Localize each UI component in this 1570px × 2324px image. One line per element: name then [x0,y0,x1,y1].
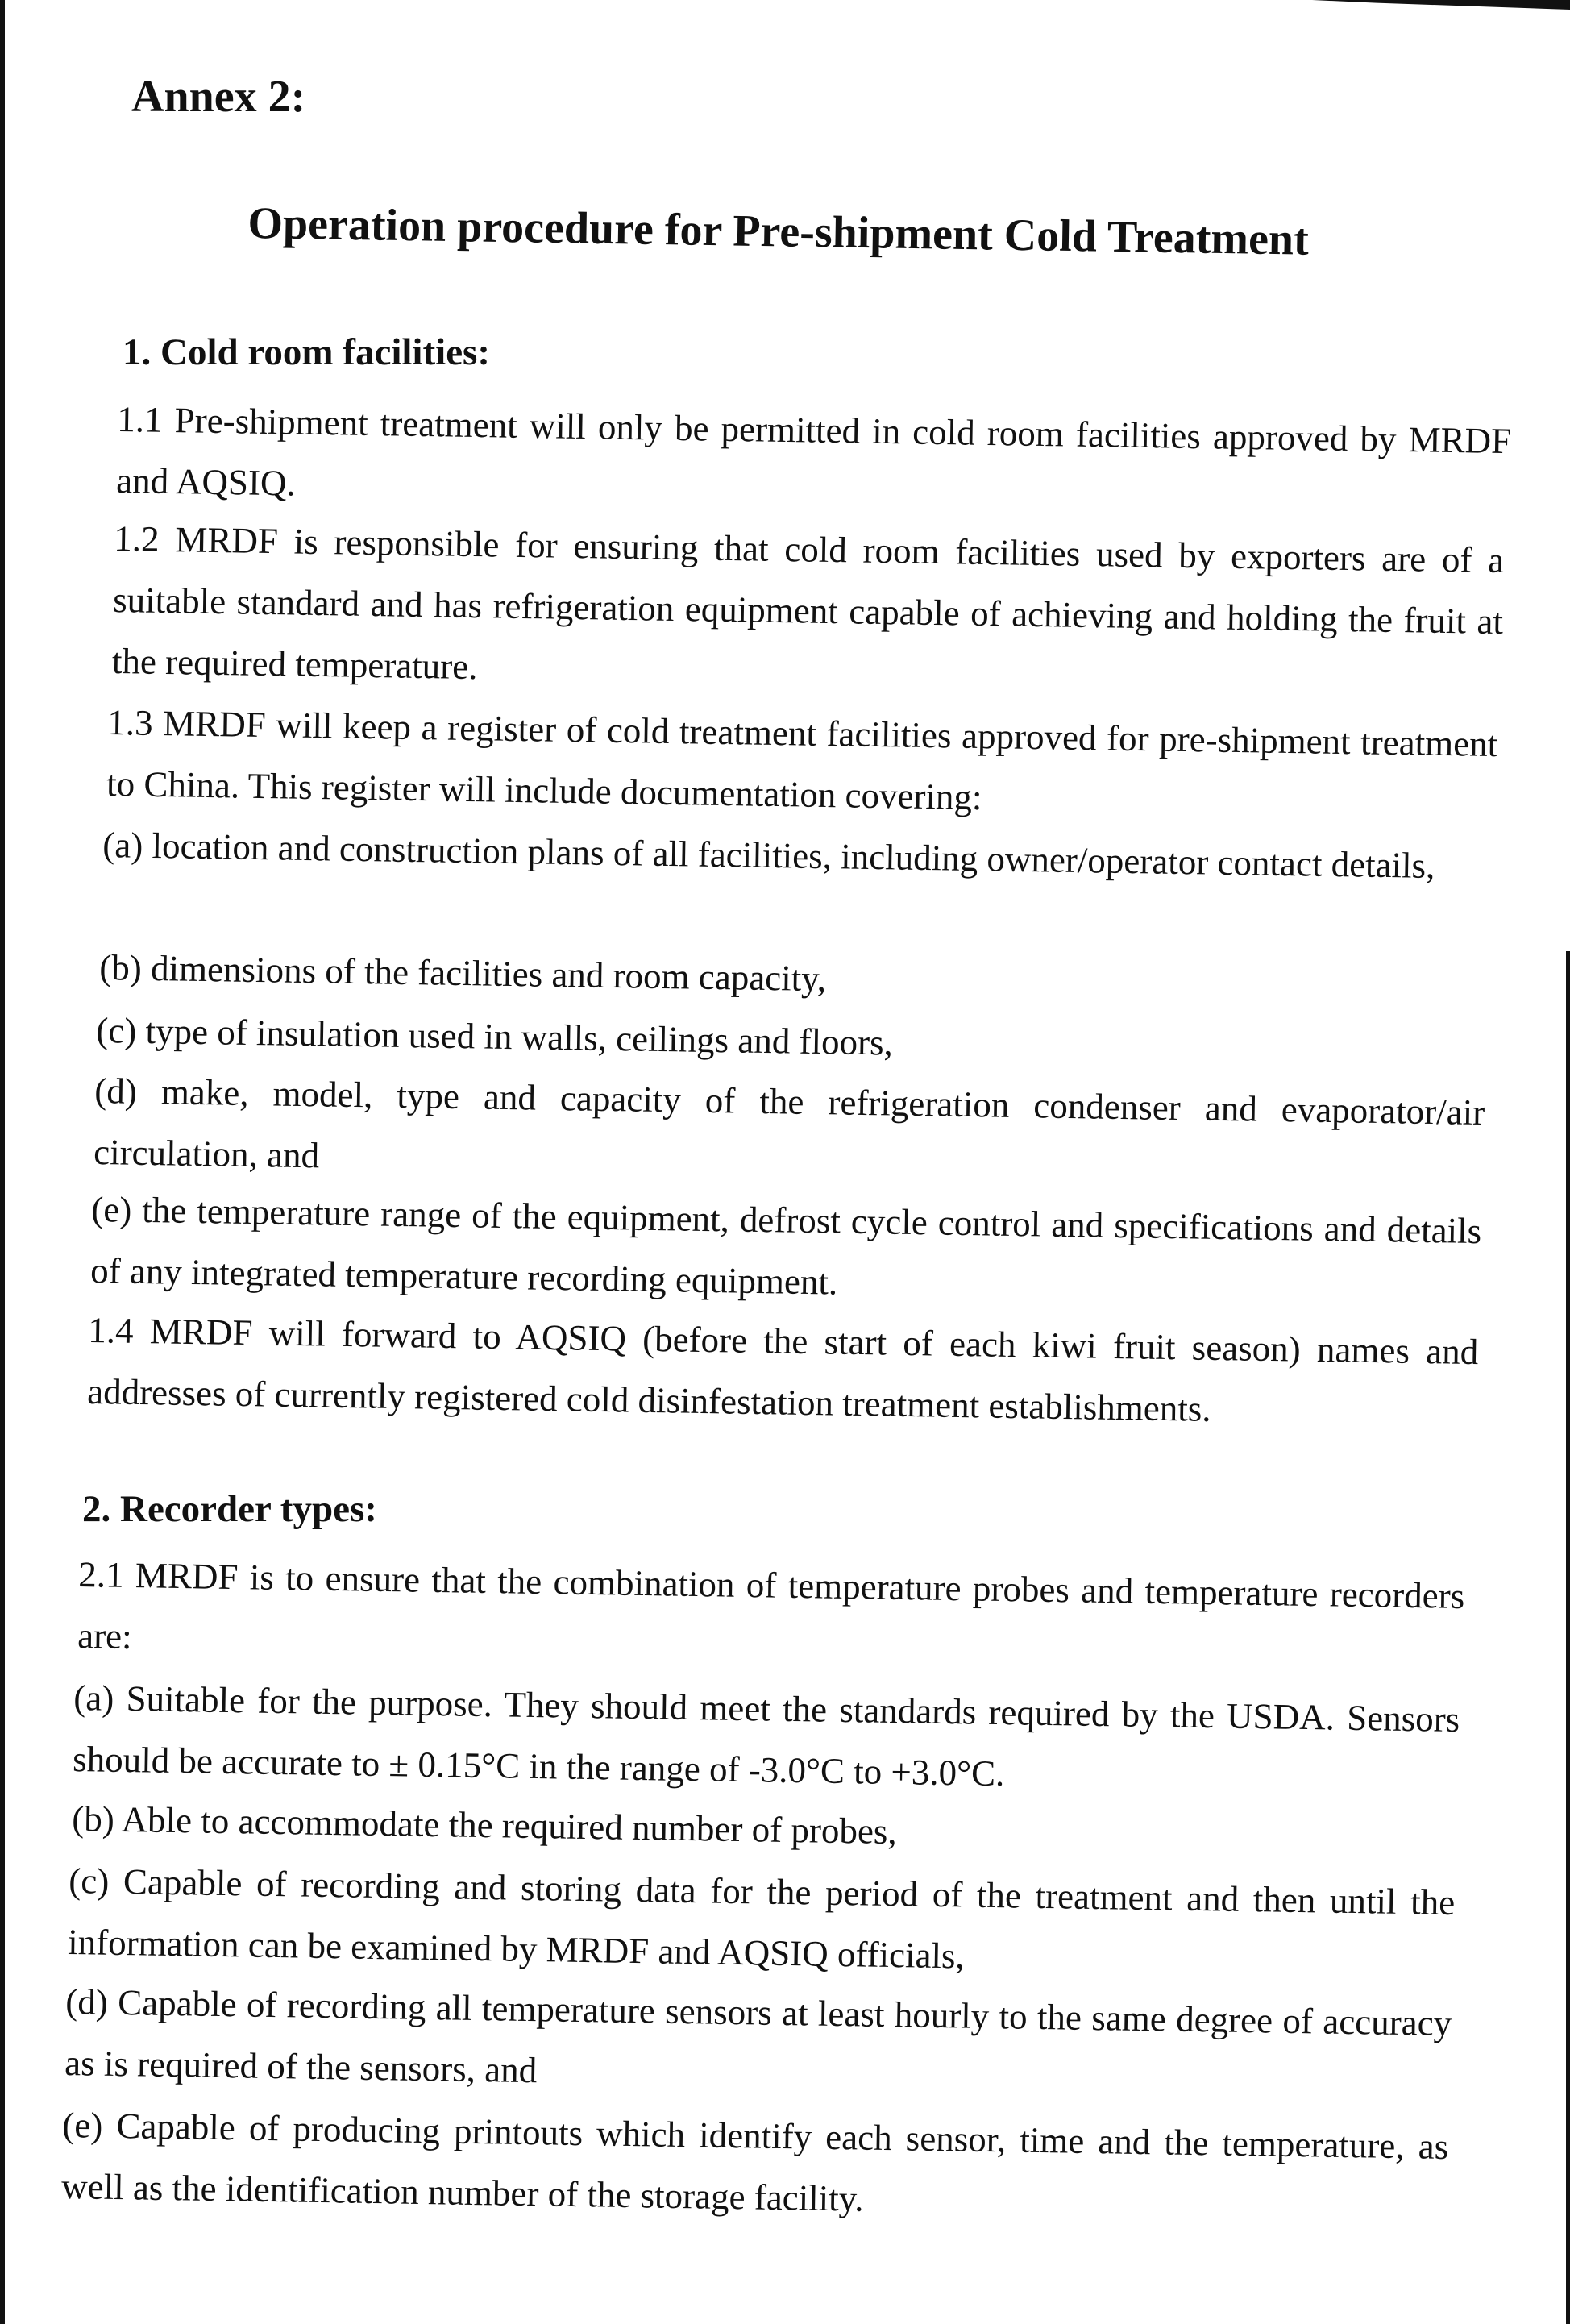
list-item-1-3-d: (d) make, model, type and capacity of the refrigeration condenser and evaporator/air circulation, and [93,1070,1485,1176]
list-item-1-3-e: (e) the temperature range of the equipment, defrost cycle control and specifications and details of any integrated temperature recording equipment. [89,1188,1482,1303]
list-item-2-1-b: (b) Able to accommodate the required number of probes, [72,1798,898,1852]
section-heading-cold-room: 1. Cold room facilities: [123,331,491,373]
list-item-2-1-d: (d) Capable of recording all temperature sensors at least hourly to the same degree of accuracy as is required of the sensors, and [64,1981,1452,2091]
paragraph-1-1: 1.1 Pre-shipment treatment will only be permitted in cold room facilities approved by MRDF and AQSIQ. [115,398,1512,504]
list-item-2-1-e: (e) Capable of producing printouts which identify each sensor, time and the temperature, as well as the identification number of the storage facility. [60,2104,1449,2219]
section-heading-recorder-types: 2. Recorder types: [82,1488,377,1530]
list-item-1-3-a: (a) location and construction plans of all facilities, including owner/operator contact details, [102,824,1435,886]
list-item-2-1-a: (a) Suitable for the purpose. They should meet the standards required by the USDA. Sensors should be accurate to ± 0.15°C in the range of -3.0°C to +3.0°C. [72,1677,1460,1794]
list-item-1-3-c: (c) type of insulation used in walls, ceilings and floors, [96,1009,894,1063]
list-item-2-1-c: (c) Capable of recording and storing data for the period of the treatment and then until the information can be examined by MRDF and AQSIQ officials, [67,1860,1456,1977]
paragraph-1-2: 1.2 MRDF is responsible for ensuring that cold room facilities used by exporters are of a suitable standard and has refrigeration equipment capable of achieving and holding the fruit at the required temperature. [111,518,1505,688]
paragraph-1-4: 1.4 MRDF will forward to AQSIQ (before the start of each kiwi fruit season) names and addresses of currently registered cold disinfestation treatment establishments. [86,1309,1479,1429]
annex-label: Annex 2: [131,72,306,122]
list-item-1-3-b: (b) dimensions of the facilities and room capacity, [99,946,827,1000]
paragraph-1-3: 1.3 MRDF will keep a register of cold treatment facilities approved for pre-shipment treatment to China. This register will include documentation covering: [106,701,1498,818]
document-title: Operation procedure for Pre-shipment Cold Treatment [247,197,1310,265]
paragraph-2-1: 2.1 MRDF is to ensure that the combination of temperature probes and temperature recorders are: [77,1553,1465,1657]
